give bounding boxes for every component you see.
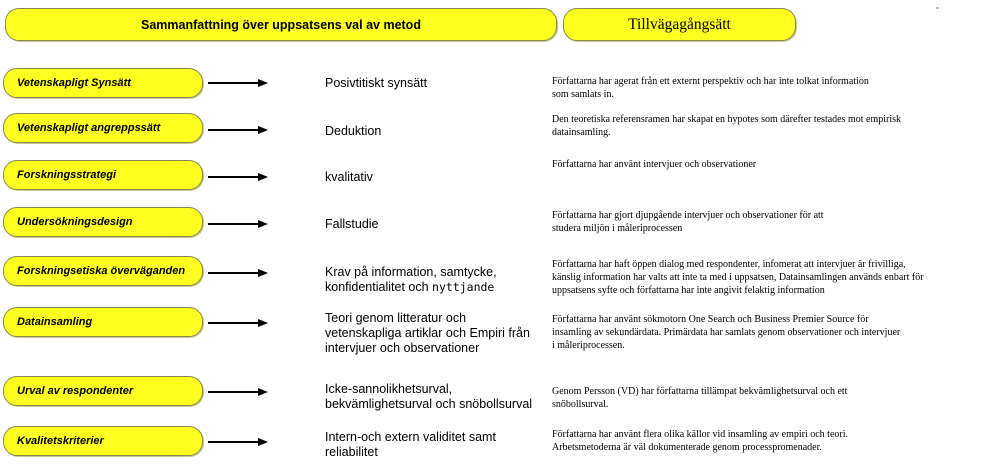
row-label: Kvalitetskriterier [17,435,104,447]
method-line: Icke-sannolikhetsurval, [325,382,453,396]
desc-line: Den teoretiska referensramen har skapat en hypotes som därefter testades mot empirisk [552,114,902,125]
method-line: Fallstudie [325,217,379,231]
arrow-icon [208,318,268,328]
desc-vetenskapligt-synsatt [552,75,869,101]
desc-kvalitetskriterier [552,428,848,454]
approach-header-label: Tillvägagångsätt [628,15,731,33]
method-line: intervjuer och observationer [325,341,480,355]
method-vetenskapligt-angreppssatt [325,124,381,139]
desc-line: Författarna har använt sökmotorn One Search och Business Premier Source för [552,314,869,325]
arrow-icon [208,172,268,182]
desc-undersokningsdesign [552,209,824,235]
desc-line: snöbollsurval. [552,399,609,410]
method-vetenskapligt-synsatt [325,76,427,91]
desc-forskningsetiska [552,258,924,297]
stray-dot [936,7,939,9]
desc-line: som samlats in. [552,89,614,100]
method-kvalitetskriterier [325,430,496,460]
method-line: Posivtitiskt synsätt [325,76,428,90]
desc-line: Författarna har agerat från ett externt perspektiv och har inte tolkat information [552,76,869,87]
desc-line: Genom Persson (VD) har författarna tillämpat bekvämlighetsurval och ett [552,386,848,397]
desc-line: datainsamling. [552,127,611,138]
row-label: Undersökningsdesign [17,216,133,228]
desc-line: insamling av sekundärdata. Primärdata har samlats genom observationer och intervjuer [552,327,901,338]
label-datainsamling [3,307,203,337]
method-urval [325,382,532,412]
approach-header [563,8,796,41]
method-line: Intern-och extern validitet samt [325,430,496,444]
desc-forskningsstrategi [552,158,756,171]
arrow-icon [208,437,268,447]
desc-line: känslig information har valts att inte ta med i uppsatsen, Datainsamlingen används enbart för [552,272,924,283]
method-line: vetenskapliga artiklar och Empiri från [325,326,530,340]
desc-line: Författarna har gjort djupgående intervjuer och observationer för att [552,210,824,221]
desc-vetenskapligt-angreppssatt [552,113,901,139]
desc-line: uppsatsens syfte och författarna har inte angivit felaktig information [552,285,825,296]
desc-urval [552,385,847,411]
method-undersokningsdesign [325,217,379,232]
row-label: Datainsamling [17,316,93,328]
desc-line: studera miljön i måleriprocessen [552,223,683,234]
method-forskningsetiska [325,265,497,295]
label-forskningsstrategi [3,160,203,190]
summary-header [5,8,557,41]
arrow-icon [208,219,268,229]
arrow-icon [208,125,268,135]
label-kvalitetskriterier [3,426,203,456]
summary-header-label: Sammanfattning över uppsatsens val av metod [141,17,421,32]
desc-line: Författarna har haft öppen dialog med respondenter, infomerat att intervjuer är frivilliga, [552,259,906,270]
label-undersokningsdesign [3,207,203,237]
method-line: reliabilitet [325,445,378,459]
method-line: Krav på information, samtycke, [325,265,497,279]
desc-line: Arbetsmetoderna är väl dokumenterade genom processpromenader. [552,442,822,453]
method-line: Teori genom litteratur och [325,311,467,325]
label-vetenskapligt-synsatt [3,68,203,98]
desc-line: Författarna har använt flera olika källor vid insamling av empiri och teori. [552,429,849,440]
desc-datainsamling [552,313,900,352]
method-datainsamling [325,311,530,356]
row-label: Forskningsstrategi [17,169,117,181]
label-forskningsetiska [3,256,203,286]
label-urval [3,376,203,406]
row-label: Vetenskapligt angreppssätt [17,122,161,134]
arrow-icon [208,387,268,397]
row-label: Urval av respondenter [17,385,134,397]
method-line: kvalitativ [325,170,373,184]
desc-line: i måleriprocessen. [552,340,625,351]
method-line: bekvämlighetsurval och snöbollsurval [325,397,533,411]
method-line: konfidentialitet och [325,280,429,294]
desc-line: Författarna har använt intervjuer och observationer [552,159,757,170]
row-label: Vetenskapligt Synsätt [17,77,131,89]
label-vetenskapligt-angreppssatt [3,113,203,143]
arrow-icon [208,268,268,278]
row-label: Forskningsetiska överväganden [17,265,186,277]
method-tail: nyttjande [432,280,495,294]
method-forskningsstrategi [325,170,373,185]
arrow-icon [208,78,268,88]
method-line: Deduktion [325,124,382,138]
